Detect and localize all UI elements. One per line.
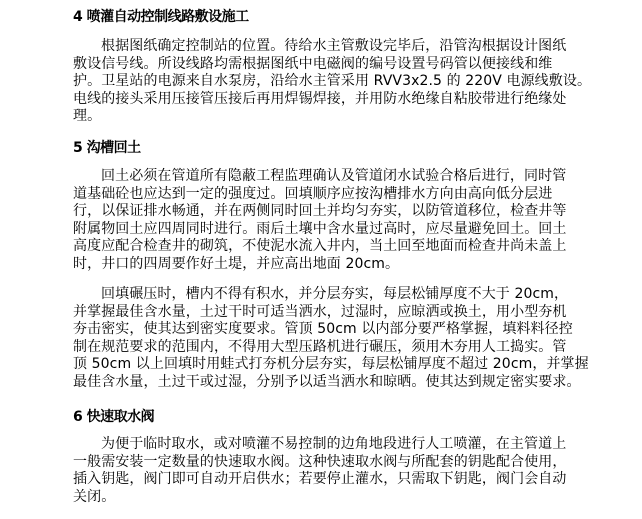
paragraph-backfill-order [73,168,573,273]
section-heading-6: 6 快速取水阀 [73,409,155,425]
paragraph-line: 顶 50cm 以上回填时用蛙式打夯机分层夯实，每层松铺厚度不超过 20cm，并掌握 [73,356,589,372]
paragraph-line: 回土必须在管道所有隐蔽工程监理确认及管道闭水试验合格后进行，同时管 [101,168,567,184]
paragraph-line: 最佳含水量，土过干或过湿，分别予以适当洒水和晾晒。使其达到规定密实要求。 [73,373,581,390]
paragraph-line: 并掌握最佳含水量，土过干时可适当洒水，过湿时，应晾洒或换土，用小型夯机 [73,303,567,320]
section-heading-4: 4 喷灌自动控制线路敷设施工 [73,9,249,25]
paragraph-line: 插入钥匙，阀门即可自动开启供水；若要停止灌水，只需取下钥匙，阀门会自动 [73,471,567,487]
paragraph-line: 一般需安装一定数量的快速取水阀。这种快速取水阀与所配套的钥匙配合使用， [73,453,567,470]
paragraph-line: 行，以保证排水畅通，并在两侧同时回土并均匀夯实，以防管道移位，检查井等 [73,203,567,219]
paragraph-line: 电线的接头采用压接管压接后再用焊锡焊接，并用防水绝缘自粘胶带进行绝缘处 [73,90,567,107]
paragraph-line: 回填碾压时，槽内不得有积水，并分层夯实，每层松铺厚度不大于 20cm， [101,286,569,302]
paragraph-control-wiring [73,38,592,126]
paragraph-line: 夯击密实，使其达到密实度要求。管顶 50cm 以内部分要严格掌握，填料料径控 [73,321,573,337]
paragraph-line: 根据图纸确定控制站的位置。待给水主管敷设完毕后，沿管沟根据设计图纸 [101,38,567,54]
paragraph-line: 敷设信号线。所设线路均需根据图纸中电磁阀的编号设置号码管以便接线和维 [73,55,553,72]
paragraph-line: 为便于临时取水，或对喷灌不易控制的边角地段进行人工喷灌，在主管道上 [101,436,567,452]
paragraph-line: 高度应配合检查井的砌筑，不使泥水流入井内，当土回至地面而检查井尚未盖上 [73,238,567,254]
paragraph-line: 附属物回土应四周同时进行。雨后土壤中含水量过高时，应尽量避免回土。回土 [73,220,567,237]
paragraph-line: 时，井口的四周要作好土堤，并应高出地面 20cm。 [73,255,400,272]
paragraph-line: 理。 [73,108,102,124]
paragraph-compaction [73,286,589,391]
paragraph-line: 道基础砼也应达到一定的强度过。回填顺序应按沟槽排水方向由高向低分层进 [73,185,553,202]
section-heading-5: 5 沟槽回土 [73,140,141,156]
paragraph-line: 制在规范要求的范围内，不得用大型压路机进行碾压，须用木夯用人工捣实。管 [73,338,567,355]
paragraph-line: 关闭。 [73,488,116,505]
paragraph-line: 护。卫星站的电源来自水泵房，沿给水主管采用 RVV3x2.5 的 220V 电源线敷设。 [73,73,592,89]
paragraph-quick-valve [73,436,573,506]
